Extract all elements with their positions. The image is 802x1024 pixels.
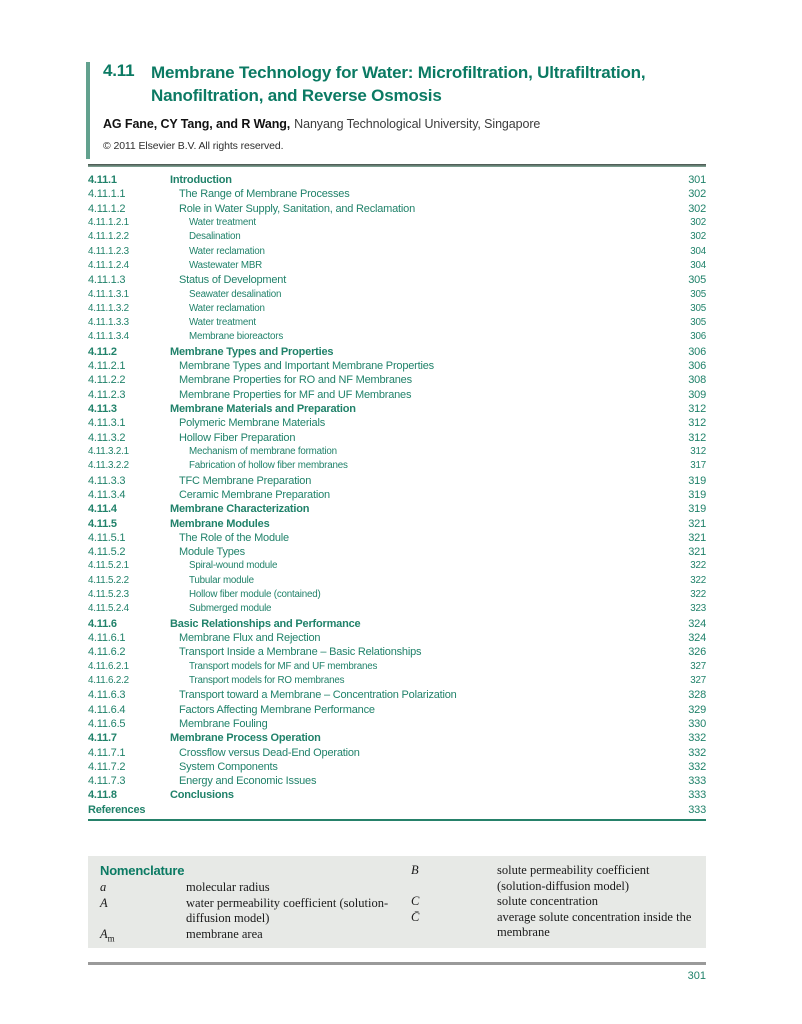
nomenclature-entry (411, 894, 694, 910)
toc-entry-label: Submerged module (189, 603, 272, 615)
toc-page-number: 333 (688, 803, 706, 816)
toc-entry-label: Hollow Fiber Preparation (179, 431, 296, 444)
nomenclature-box (88, 856, 706, 948)
toc-section-number: 4.11.8 (88, 789, 117, 802)
toc-section-number: 4.11.1.3.4 (88, 331, 129, 343)
toc-section-number: 4.11.6 (88, 617, 117, 630)
toc-entry-label: Water reclamation (189, 302, 265, 314)
nomenclature-symbol: $A_m$ (100, 926, 115, 943)
toc-section-number: 4.11.6.3 (88, 689, 126, 702)
toc-page-number: 326 (688, 646, 706, 659)
toc-page-number: 305 (688, 274, 706, 287)
toc-entry-label: Basic Relationships and Performance (170, 617, 361, 630)
toc-row (88, 575, 706, 589)
toc-section-number: 4.11.7.1 (88, 746, 126, 759)
toc-page-number: 304 (690, 245, 706, 257)
toc-row (88, 203, 706, 217)
toc-row (88, 188, 706, 202)
toc-entry-label: The Range of Membrane Processes (179, 188, 350, 201)
toc-bottom-rule (88, 819, 706, 821)
nomenclature-entry (100, 896, 397, 927)
toc-section-number: 4.11.2.2 (88, 374, 126, 387)
toc-page-number: 301 (688, 174, 706, 186)
toc-entry-label: Transport toward a Membrane – Concentration Polarization (179, 689, 457, 702)
nomenclature-symbol: B (411, 863, 419, 877)
toc-page-number: 305 (690, 317, 706, 329)
toc-row (88, 303, 706, 317)
nomenclature-definition: average solute concentration inside the membrane (497, 909, 692, 939)
toc-row (88, 546, 706, 560)
footer-rule (88, 962, 706, 965)
toc-section-number: 4.11.4 (88, 503, 117, 516)
toc-entry-label: Polymeric Membrane Materials (179, 417, 325, 430)
header-rule (88, 164, 706, 167)
toc-section-number: 4.11.2.3 (88, 388, 126, 401)
toc-page-number: 309 (688, 388, 706, 401)
toc-row (88, 775, 706, 789)
toc-entry-label: Ceramic Membrane Preparation (179, 488, 330, 501)
toc-page-number: 332 (688, 732, 706, 745)
toc-page-number: 302 (688, 188, 706, 201)
toc-row (88, 560, 706, 574)
toc-entry-label: Module Types (179, 546, 245, 559)
toc-page-number: 333 (688, 789, 706, 802)
nomenclature-definition: solute permeability coefficient (solution-diffusion model) (497, 863, 650, 893)
chapter-title (151, 61, 716, 107)
nomenclature-left-column (100, 863, 397, 947)
toc-entry-label: Membrane Properties for RO and NF Membranes (179, 374, 412, 387)
toc-row (88, 260, 706, 274)
authors-line (103, 117, 540, 131)
toc-page-number: 332 (688, 760, 706, 773)
toc-entry-label: Water treatment (189, 317, 256, 329)
toc-row (88, 289, 706, 303)
toc-entry-label: Membrane Materials and Preparation (170, 403, 356, 415)
toc-section-number: 4.11.3.2 (88, 431, 126, 444)
toc-page-number: 324 (688, 632, 706, 644)
toc-section-number: 4.11.3.3 (88, 474, 126, 487)
toc-page-number: 302 (690, 216, 706, 228)
toc-page-number: 327 (690, 660, 706, 672)
nomenclature-entry (411, 910, 694, 941)
nomenclature-symbol: A (100, 895, 108, 910)
toc-row (88, 632, 706, 646)
toc-row (88, 675, 706, 689)
toc-entry-label: Factors Affecting Membrane Performance (179, 703, 375, 716)
nomenclature-title: Nomenclature (100, 863, 185, 878)
toc-entry-label: Membrane Modules (170, 517, 270, 530)
toc-section-number: 4.11.1.3 (88, 274, 126, 287)
toc-row (88, 804, 706, 818)
nomenclature-definition: solute concentration (497, 894, 599, 908)
toc-row (88, 603, 706, 617)
toc-row (88, 317, 706, 331)
toc-section-number: 4.11.6.1 (88, 632, 126, 644)
toc-section-number: 4.11.3.1 (88, 417, 126, 430)
toc-section-number: 4.11.3.2.1 (88, 445, 129, 457)
toc-section-number: 4.11.7.2 (88, 760, 126, 773)
nomenclature-definition: molecular radius (186, 880, 270, 894)
toc-row (88, 331, 706, 345)
toc-page-number: 319 (688, 503, 706, 516)
toc-section-number: 4.11.1.2.2 (88, 231, 129, 243)
toc-entry-label: TFC Membrane Preparation (179, 474, 312, 487)
toc-page-number: 312 (688, 417, 706, 430)
toc-section-number: 4.11.6.2.2 (88, 674, 129, 686)
toc-entry-label: Transport models for RO membranes (189, 674, 345, 686)
toc-page-number: 329 (688, 703, 706, 716)
toc-entry-label: Conclusions (170, 789, 234, 802)
toc-page-number: 312 (688, 431, 706, 444)
toc-page-number: 327 (690, 674, 706, 686)
toc-section-number: 4.11.3.4 (88, 488, 126, 501)
toc-entry-label: Water treatment (189, 216, 256, 228)
toc-section-number: 4.11.6.5 (88, 717, 126, 730)
toc-page-number: 321 (688, 517, 706, 530)
toc-row (88, 789, 706, 803)
nomenclature-symbol: C (411, 894, 420, 908)
toc-section-number: 4.11.6.4 (88, 703, 126, 716)
toc-row (88, 360, 706, 374)
toc-row (88, 704, 706, 718)
toc-section-number: 4.11.1.1 (88, 188, 126, 201)
page-number: 301 (687, 970, 706, 982)
toc-page-number: 333 (688, 775, 706, 788)
toc-section-number: 4.11.1.2.1 (88, 216, 129, 228)
toc-section-number: References (88, 803, 146, 816)
toc-row (88, 589, 706, 603)
toc-entry-label: Desalination (189, 231, 241, 243)
toc-page-number: 306 (688, 360, 706, 373)
toc-row (88, 417, 706, 431)
chapter-title-line1: Membrane Technology for Water: Microfiltration, Ultrafiltration, (151, 63, 646, 82)
toc-entry-label: Transport Inside a Membrane – Basic Relationships (179, 646, 422, 659)
toc-page-number: 322 (690, 574, 706, 586)
toc-row (88, 274, 706, 288)
toc-entry-label: Tubular module (189, 574, 254, 586)
toc-page-number: 302 (688, 202, 706, 215)
toc-entry-label: Membrane Properties for MF and UF Membranes (179, 388, 412, 401)
toc-entry-label: Introduction (170, 174, 232, 186)
toc-row (88, 761, 706, 775)
toc-page-number: 302 (690, 231, 706, 243)
toc-page-number: 323 (690, 603, 706, 615)
toc-row (88, 460, 706, 474)
toc-row (88, 532, 706, 546)
toc-entry-label: System Components (179, 760, 278, 773)
toc-entry-label: Membrane Types and Important Membrane Properties (179, 360, 434, 373)
toc-row (88, 389, 706, 403)
toc-entry-label: Water reclamation (189, 245, 265, 257)
toc-section-number: 4.11.1.2.4 (88, 259, 129, 271)
nomenclature-right-column (397, 863, 694, 947)
toc-section-number: 4.11.7 (88, 732, 117, 745)
toc-section-number: 4.11.5.2.4 (88, 603, 129, 615)
toc-page-number: 332 (688, 746, 706, 759)
toc-section-number: 4.11.7.3 (88, 775, 126, 788)
nomenclature-entry (100, 927, 397, 947)
toc-page-number: 306 (688, 345, 706, 358)
toc-page-number: 321 (688, 531, 706, 544)
toc-section-number: 4.11.1.3.1 (88, 288, 129, 300)
toc-section-number: 4.11.6.2 (88, 646, 126, 659)
toc-entry-label: Mechanism of membrane formation (189, 445, 337, 457)
toc-entry-label: Role in Water Supply, Sanitation, and Reclamation (179, 202, 415, 215)
toc-row (88, 446, 706, 460)
toc-page-number: 304 (690, 259, 706, 271)
toc-entry-label: Membrane Characterization (170, 503, 310, 516)
toc-row (88, 231, 706, 245)
toc-row (88, 432, 706, 446)
toc-entry-label: Fabrication of hollow fiber membranes (189, 460, 348, 472)
toc-row (88, 217, 706, 231)
toc-entry-label: Membrane Process Operation (170, 732, 321, 745)
toc-entry-label: Energy and Economic Issues (179, 775, 317, 788)
toc-page-number: 324 (688, 617, 706, 630)
toc-row (88, 732, 706, 746)
author-affiliation: Nanyang Technological University, Singapore (294, 117, 541, 131)
toc-section-number: 4.11.5.1 (88, 531, 126, 544)
toc-row (88, 346, 706, 360)
chapter-title-line2: Nanofiltration, and Reverse Osmosis (151, 86, 442, 105)
toc-row (88, 518, 706, 532)
nomenclature-definition: water permeability coefficient (solution-diffusion model) (186, 895, 389, 925)
toc-entry-label: Status of Development (179, 274, 287, 287)
toc-section-number: 4.11.1.3.2 (88, 302, 129, 314)
toc-row (88, 646, 706, 660)
toc-entry-label: Membrane Fouling (179, 717, 268, 730)
toc-row (88, 246, 706, 260)
toc-row (88, 747, 706, 761)
toc-entry-label: Membrane bioreactors (189, 331, 284, 343)
toc-section-number: 4.11.5.2 (88, 546, 126, 559)
toc-section-number: 4.11.2.1 (88, 360, 126, 373)
table-of-contents (88, 174, 706, 818)
toc-row (88, 374, 706, 388)
toc-row (88, 618, 706, 632)
nomenclature-entry (411, 863, 694, 894)
toc-page-number: 322 (690, 560, 706, 572)
toc-entry-label: The Role of the Module (179, 531, 289, 544)
toc-page-number: 321 (688, 546, 706, 559)
toc-section-number: 4.11.3 (88, 403, 117, 415)
toc-section-number: 4.11.3.2.2 (88, 460, 129, 472)
toc-page-number: 328 (688, 689, 706, 702)
toc-section-number: 4.11.1 (88, 174, 117, 186)
toc-section-number: 4.11.1.2 (88, 202, 126, 215)
toc-row (88, 503, 706, 517)
copyright-notice: © 2011 Elsevier B.V. All rights reserved. (103, 140, 284, 152)
toc-section-number: 4.11.6.2.1 (88, 660, 129, 672)
toc-page-number: 330 (688, 717, 706, 730)
toc-row (88, 475, 706, 489)
toc-row (88, 174, 706, 188)
toc-entry-label: Hollow fiber module (contained) (189, 589, 321, 601)
toc-section-number: 4.11.5.2.1 (88, 560, 129, 572)
toc-page-number: 319 (688, 488, 706, 501)
toc-row (88, 718, 706, 732)
toc-section-number: 4.11.2 (88, 345, 117, 358)
toc-page-number: 322 (690, 589, 706, 601)
toc-entry-label: Spiral-wound module (189, 560, 278, 572)
toc-row (88, 689, 706, 703)
toc-page-number: 312 (688, 403, 706, 415)
author-names: AG Fane, CY Tang, and R Wang, (103, 117, 291, 131)
nomenclature-entry (100, 880, 397, 896)
toc-section-number: 4.11.5.2.2 (88, 574, 129, 586)
toc-page-number: 306 (690, 331, 706, 343)
toc-entry-label: Transport models for MF and UF membranes (189, 660, 378, 672)
toc-page-number: 305 (690, 302, 706, 314)
nomenclature-symbol: a (100, 880, 107, 894)
chapter-number: 4.11 (103, 61, 135, 80)
toc-page-number: 312 (690, 445, 706, 457)
toc-entry-label: Wastewater MBR (189, 259, 263, 271)
toc-section-number: 4.11.1.2.3 (88, 245, 129, 257)
toc-entry-label: Crossflow versus Dead-End Operation (179, 746, 360, 759)
toc-row (88, 489, 706, 503)
toc-page-number: 317 (690, 460, 706, 472)
chapter-accent-bar (86, 62, 90, 159)
nomenclature-definition: membrane area (186, 926, 263, 941)
toc-entry-label: Membrane Types and Properties (170, 345, 334, 358)
nomenclature-symbol: C̄ (411, 909, 420, 924)
toc-page-number: 319 (688, 474, 706, 487)
toc-section-number: 4.11.5.2.3 (88, 589, 129, 601)
toc-page-number: 308 (688, 374, 706, 387)
toc-row (88, 403, 706, 417)
toc-section-number: 4.11.1.3.3 (88, 317, 129, 329)
toc-entry-label: Membrane Flux and Rejection (179, 632, 321, 644)
toc-section-number: 4.11.5 (88, 517, 117, 530)
toc-page-number: 305 (690, 288, 706, 300)
toc-entry-label: Seawater desalination (189, 288, 282, 300)
toc-row (88, 661, 706, 675)
